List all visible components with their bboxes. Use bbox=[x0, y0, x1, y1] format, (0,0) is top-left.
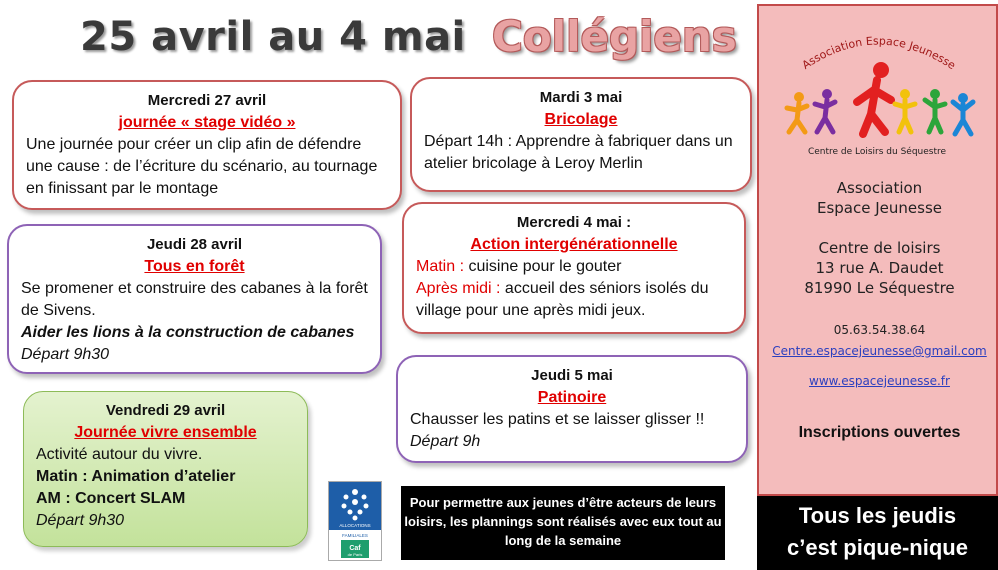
afternoon-text: accueil des séniors isolés du village pour une après midi jeux. bbox=[416, 280, 709, 319]
card-description: Se promener et construire des cabanes à la forêt de Sivens. bbox=[21, 280, 368, 319]
morning-text: cuisine pour le gouter bbox=[464, 258, 622, 275]
afternoon-label: Après midi : bbox=[416, 280, 501, 297]
card-departure: Départ 9h30 bbox=[21, 346, 110, 363]
card-activity: Action intergénérationnelle bbox=[470, 236, 678, 253]
sidebar bbox=[757, 4, 998, 496]
card-description: Chausser les patins et se laisser glisser !! bbox=[410, 411, 705, 428]
card-jeudi-5-mai bbox=[396, 355, 748, 463]
caf-logo bbox=[328, 481, 382, 561]
card-activity: journée « stage vidéo » bbox=[118, 114, 296, 131]
association-logo bbox=[759, 12, 996, 162]
card-description: Une journée pour créer un clip afin de défendre une cause : de l’écriture du scénario, au tournage en finissant par le montage bbox=[26, 136, 378, 197]
card-activity: Journée vivre ensemble bbox=[74, 424, 257, 441]
kids-figures-icon bbox=[787, 62, 973, 134]
card-departure: Départ 9h bbox=[410, 433, 481, 450]
card-day: Jeudi 5 mai bbox=[531, 367, 613, 384]
registrations-open: Inscriptions ouvertes bbox=[798, 424, 961, 441]
card-description: Départ 14h : Apprendre à fabriquer dans un atelier bricolage à Leroy Merlin bbox=[424, 133, 733, 172]
association-name-line2: Espace Jeunesse bbox=[816, 199, 942, 217]
card-morning: Matin : Animation d’atelier bbox=[36, 468, 236, 485]
address-line2: 13 rue A. Daudet bbox=[815, 259, 944, 277]
card-highlight: Aider les lions à la construction de cabanes bbox=[21, 324, 355, 341]
picnic-banner bbox=[757, 496, 998, 570]
card-day: Mercredi 4 mai : bbox=[516, 214, 632, 231]
title-audience: Collégiens bbox=[492, 12, 737, 61]
email-link[interactable]: Centre.espacejeunesse@gmail.com bbox=[772, 344, 987, 358]
card-vendredi-29-avril bbox=[23, 391, 308, 547]
picnic-line2: c’est pique-nique bbox=[787, 535, 968, 560]
card-jeudi-28-avril bbox=[7, 224, 382, 374]
caf-line1: ALLOCATIONS bbox=[339, 523, 371, 528]
caf-line4: de Paris bbox=[347, 552, 363, 557]
caf-logo-graphic bbox=[329, 482, 381, 560]
association-address bbox=[759, 238, 998, 298]
title-dates: 25 avril au 4 mai bbox=[80, 14, 466, 60]
card-departure: Départ 9h30 bbox=[36, 512, 125, 529]
association-name bbox=[759, 178, 998, 218]
card-afternoon: AM : Concert SLAM bbox=[36, 490, 186, 507]
card-day: Mardi 3 mai bbox=[539, 89, 623, 106]
association-name-line1: Association bbox=[836, 179, 923, 197]
picnic-line1: Tous les jeudis bbox=[798, 503, 957, 528]
card-day: Mercredi 27 avril bbox=[147, 92, 267, 109]
card-day: Vendredi 29 avril bbox=[105, 402, 226, 419]
address-line1: Centre de loisirs bbox=[818, 239, 941, 257]
address-line3: 81990 Le Séquestre bbox=[804, 279, 955, 297]
morning-label: Matin : bbox=[416, 258, 465, 275]
card-activity: Patinoire bbox=[537, 389, 607, 406]
card-day: Jeudi 28 avril bbox=[146, 236, 243, 253]
card-mardi-3-mai bbox=[410, 77, 752, 192]
card-mercredi-4-mai bbox=[402, 202, 746, 334]
caf-line3: Caf bbox=[349, 545, 361, 552]
card-description: Activité autour du vivre. bbox=[36, 446, 203, 463]
website-link-wrap bbox=[759, 370, 998, 391]
card-afternoon bbox=[416, 278, 732, 322]
card-activity: Bricolage bbox=[544, 111, 618, 128]
info-box: Pour permettre aux jeunes d’être acteurs de leurs loisirs, les plannings sont réalisés avec eux tout au long de la semaine bbox=[401, 486, 725, 560]
website-link[interactable]: www.espacejeunesse.fr bbox=[809, 374, 950, 388]
email-link-wrap bbox=[759, 340, 998, 361]
card-activity: Tous en forêt bbox=[144, 258, 245, 275]
card-mercredi-27-avril bbox=[12, 80, 402, 210]
phone-number: 05.63.54.38.64 bbox=[833, 323, 926, 337]
logo-arc-text: Association Espace Jeunesse bbox=[799, 34, 958, 73]
caf-line2: FAMILIALES bbox=[342, 533, 368, 538]
card-morning bbox=[416, 256, 732, 278]
logo-subtitle: Centre de Loisirs du Séquestre bbox=[807, 147, 947, 157]
